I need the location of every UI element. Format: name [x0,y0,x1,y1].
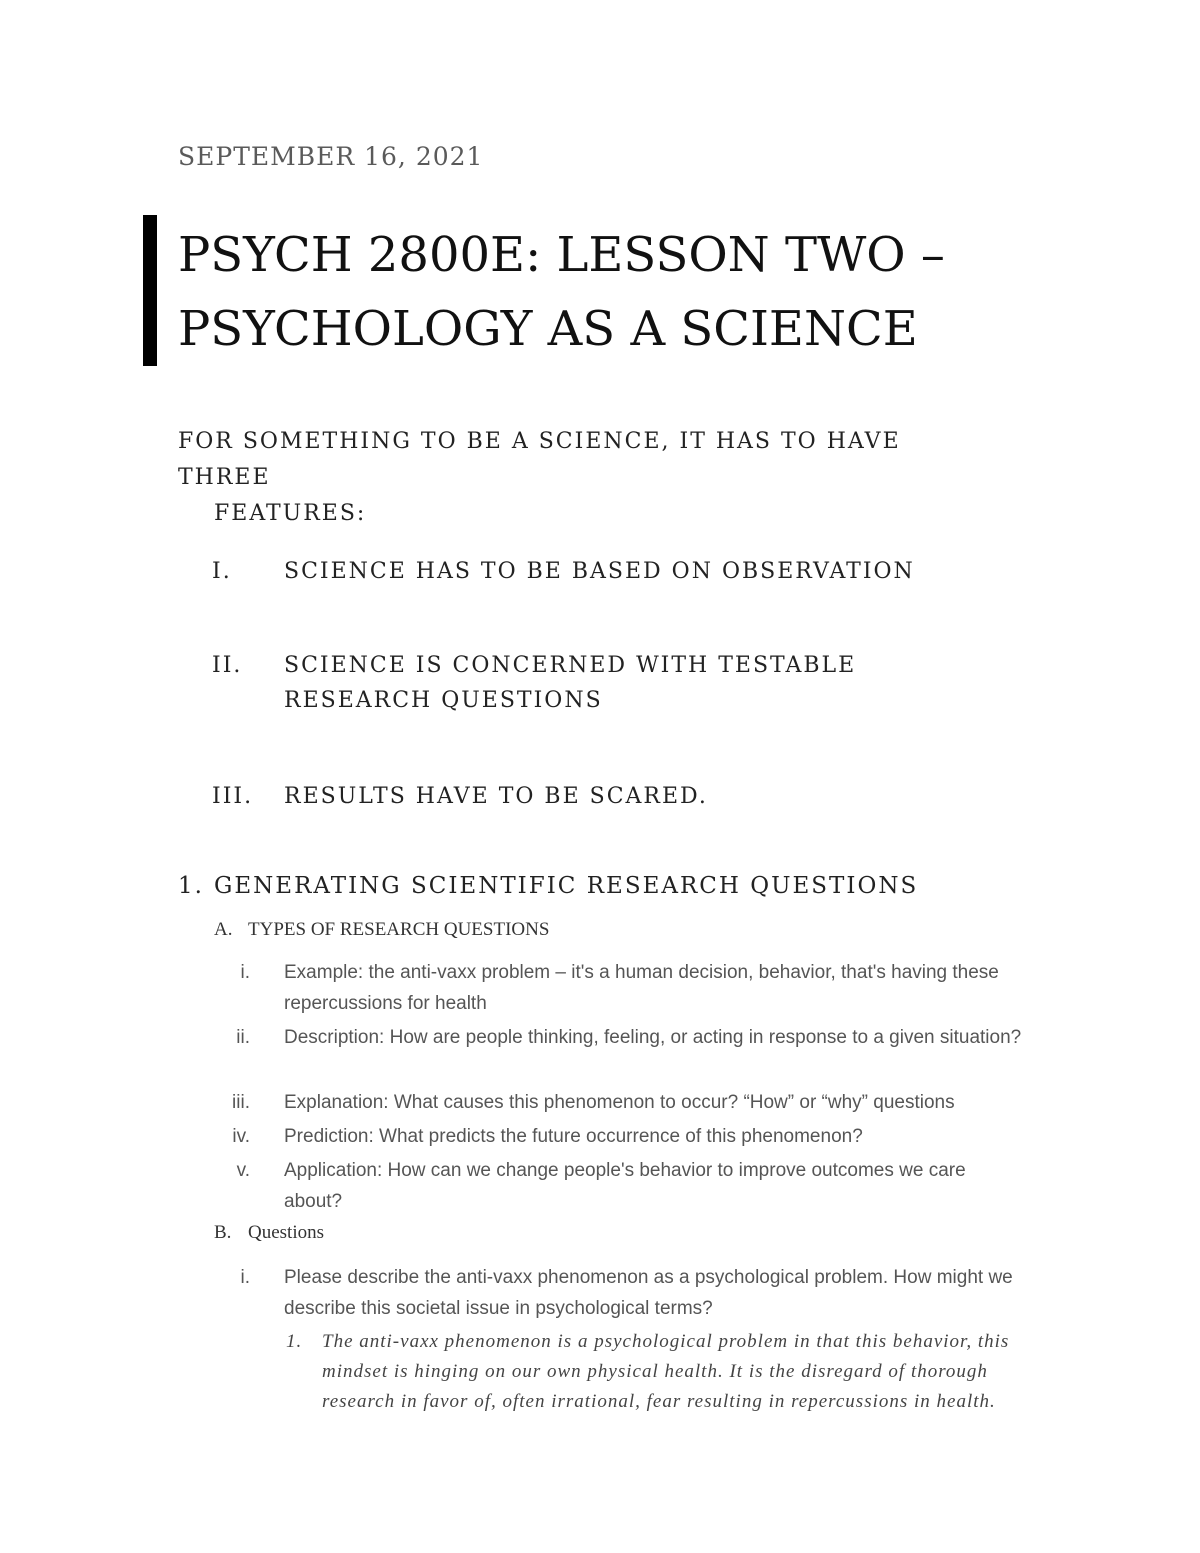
feature-item [212,648,972,718]
list-item [220,1155,1020,1217]
list-text: Example: the anti-vaxx problem – it's a human decision, behavior, that's having these repercussions for health [284,962,999,1014]
list-item [220,1087,1020,1118]
feature-text: SCIENCE IS CONCERNED WITH TESTABLE RESEARCH QUESTIONS [284,653,857,713]
feature-item [212,779,992,814]
subsection-letter: B. [214,1222,232,1243]
feature-text: SCIENCE HAS TO BE BASED ON OBSERVATION [284,559,915,584]
list-item [220,1022,1020,1053]
subsection-letter: A. [214,919,233,940]
document-title [178,218,1078,366]
title-line-2: PSYCHOLOGY AS A SCIENCE [178,301,918,357]
intro-line-2: FEATURES: [214,501,367,526]
subsection-heading [214,1222,1014,1244]
section-heading [178,873,1028,899]
list-number: iv. [232,1126,250,1147]
answer-text: The anti-vaxx phenomenon is a psychological problem in that this behavior, this mindset is hinging on our own physical health. It is the disregard of thorough research in favor of, often irrational, fear resulting in repercussions in health. [322,1331,1010,1412]
list-text: Please describe the anti-vaxx phenomenon as a psychological problem. How might we describe this societal issue in psychological terms? [284,1267,1013,1319]
section-title: GENERATING SCIENTIFIC RESEARCH QUESTIONS [214,873,919,899]
title-accent-bar [143,215,157,366]
list-item [220,1262,1020,1324]
answer-item [286,1327,1026,1417]
document-date: SEPTEMBER 16, 2021 [178,142,484,171]
list-number: i. [240,962,250,983]
title-line-1: PSYCH 2800E: LESSON TWO – [178,227,945,283]
subsection-title: Questions [248,1222,324,1243]
feature-number: II. [212,653,243,678]
list-item [220,1121,1020,1152]
list-text: Prediction: What predicts the future occurrence of this phenomenon? [284,1126,863,1147]
list-text: Description: How are people thinking, feeling, or acting in response to a given situation? [284,1027,1022,1048]
feature-text: RESULTS HAVE TO BE SCARED. [284,784,708,809]
subsection-heading [214,919,1014,941]
list-number: iii. [232,1092,250,1113]
section-number: 1. [178,873,204,899]
list-text: Application: How can we change people's behavior to improve outcomes we care about? [284,1160,966,1212]
list-item [220,957,1020,1019]
feature-number: III. [212,784,254,809]
subsection-title: TYPES OF RESEARCH QUESTIONS [248,919,550,940]
list-number: v. [236,1160,250,1181]
list-number: ii. [236,1027,250,1048]
answer-number: 1. [286,1331,303,1352]
intro-heading [178,424,958,532]
list-text: Explanation: What causes this phenomenon to occur? “How” or “why” questions [284,1092,955,1113]
intro-line-1: FOR SOMETHING TO BE A SCIENCE, IT HAS TO HAVE THREE [178,429,901,490]
feature-number: I. [212,559,232,584]
list-number: i. [240,1267,250,1288]
feature-item [212,554,992,589]
